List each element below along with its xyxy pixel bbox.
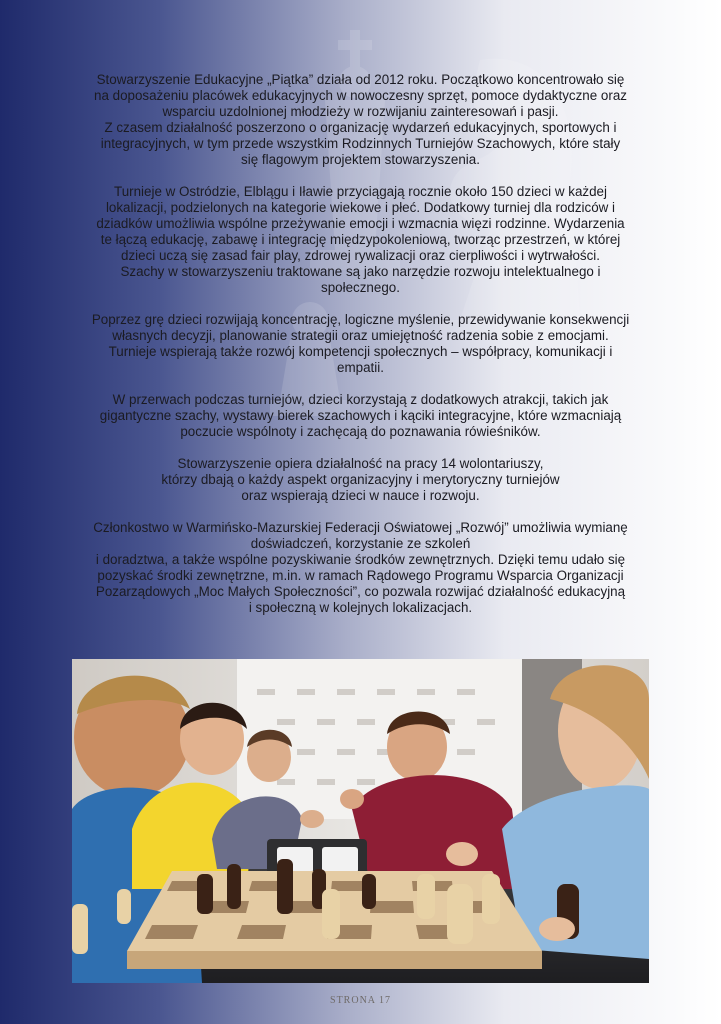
text-line: na doposażeniu placówek edukacyjnych w nowoczesny sprzęt, pomoce dydaktyczne oraz — [94, 88, 627, 103]
text-line: gigantyczne szachy, wystawy bierek szachowych i kąciki integracyjne, które wzmacniają — [99, 408, 622, 423]
text-line: dziadków umożliwia wspólne przeżywanie emocji i wzmacnia więzi rodzinne. Wydarzenia — [96, 216, 625, 231]
text-line: empatii. — [337, 360, 384, 375]
paragraph-history — [40, 72, 681, 168]
paragraph-breaks — [40, 392, 681, 440]
paragraph-skills — [40, 312, 681, 376]
text-line: lokalizacji, podzielonych na kategorie wiekowe i płeć. Dodatkowy turniej dla rodziców i — [105, 200, 616, 215]
text-line: którzy dbają o każdy aspekt organizacyjny i merytoryczny turniejów — [161, 472, 560, 487]
text-line: Z czasem działalność poszerzono o organizację wydarzeń edukacyjnych, sportowych i — [104, 120, 617, 135]
text-line: dzieci uczą się zasad fair play, zdrowej rywalizacji oraz cierpliwości i wytrwałości. — [121, 248, 600, 263]
text-line: Turnieje w Ostródzie, Elblągu i Iławie przyciągają rocznie około 150 dzieci w każdej — [114, 184, 607, 199]
text-line: te łączą edukację, zabawę i integrację międzypokoleniową, tworząc przestrzeń, w której — [100, 232, 621, 247]
text-line: i doradztwa, a także wspólne pozyskiwanie środków zewnętrznych. Dzięki temu udało się — [95, 552, 626, 567]
text-line: W przerwach podczas turniejów, dzieci korzystają z dodatkowych atrakcji, takich jak — [112, 392, 609, 407]
text-line: Stowarzyszenie Edukacyjne „Piątka” działa od 2012 roku. Początkowo koncentrowało się — [96, 72, 625, 87]
text-line: pozyskać środki zewnętrzne, m.in. w ramach Rądowego Programu Wsparcia Organizacji — [97, 568, 624, 583]
paragraph-federation — [40, 520, 681, 616]
text-line: Stowarzyszenie opiera działalność na pracy 14 wolontariuszy, — [177, 456, 544, 471]
text-line: własnych decyzji, planowanie strategii oraz umiejętność radzenia sobie z emocjami. — [112, 328, 609, 343]
text-line: Szachy w stowarzyszeniu traktowane są jako narzędzie rozwoju intelektualnego i — [120, 264, 601, 279]
text-line: Pozarządowych „Moc Małych Społeczności”, co pozwala rozwijać działalność edukacyjną — [95, 584, 626, 599]
text-line: Członkostwo w Warmińsko-Mazurskiej Federacji Oświatowej „Rozwój” umożliwia wymianę — [93, 520, 628, 535]
chess-tournament-photo — [72, 659, 649, 983]
photo-illustration — [72, 659, 649, 983]
text-line: oraz wspierają dzieci w nauce i rozwoju. — [241, 488, 480, 503]
text-line: społecznego. — [321, 280, 400, 295]
paragraph-volunteers — [40, 456, 681, 504]
text-line: Turnieje wspierają także rozwój kompetencji społecznych – współpracy, komunikacji i — [108, 344, 613, 359]
main-text — [40, 72, 681, 632]
text-line: Poprzez grę dzieci rozwijają koncentrację, logiczne myślenie, przewidywanie konsekwencji — [91, 312, 630, 327]
text-line: się flagowym projektem stowarzyszenia. — [241, 152, 480, 167]
text-line: wsparciu uzdolnionej młodzieży w rozwijaniu zainteresowań i pasji. — [162, 104, 559, 119]
paragraph-tournaments — [40, 184, 681, 296]
text-line: integracyjnych, w tym przede wszystkim Rodzinnych Turniejów Szachowych, które stały — [100, 136, 621, 151]
text-line: i społeczną w kolejnych lokalizacjach. — [248, 600, 473, 615]
text-line: doświadczeń, korzystanie ze szkoleń — [250, 536, 471, 551]
page-number: STRONA 17 — [330, 995, 391, 1006]
text-line: poczucie wspólnoty i zachęcają do poznawania rówieśników. — [180, 424, 541, 439]
